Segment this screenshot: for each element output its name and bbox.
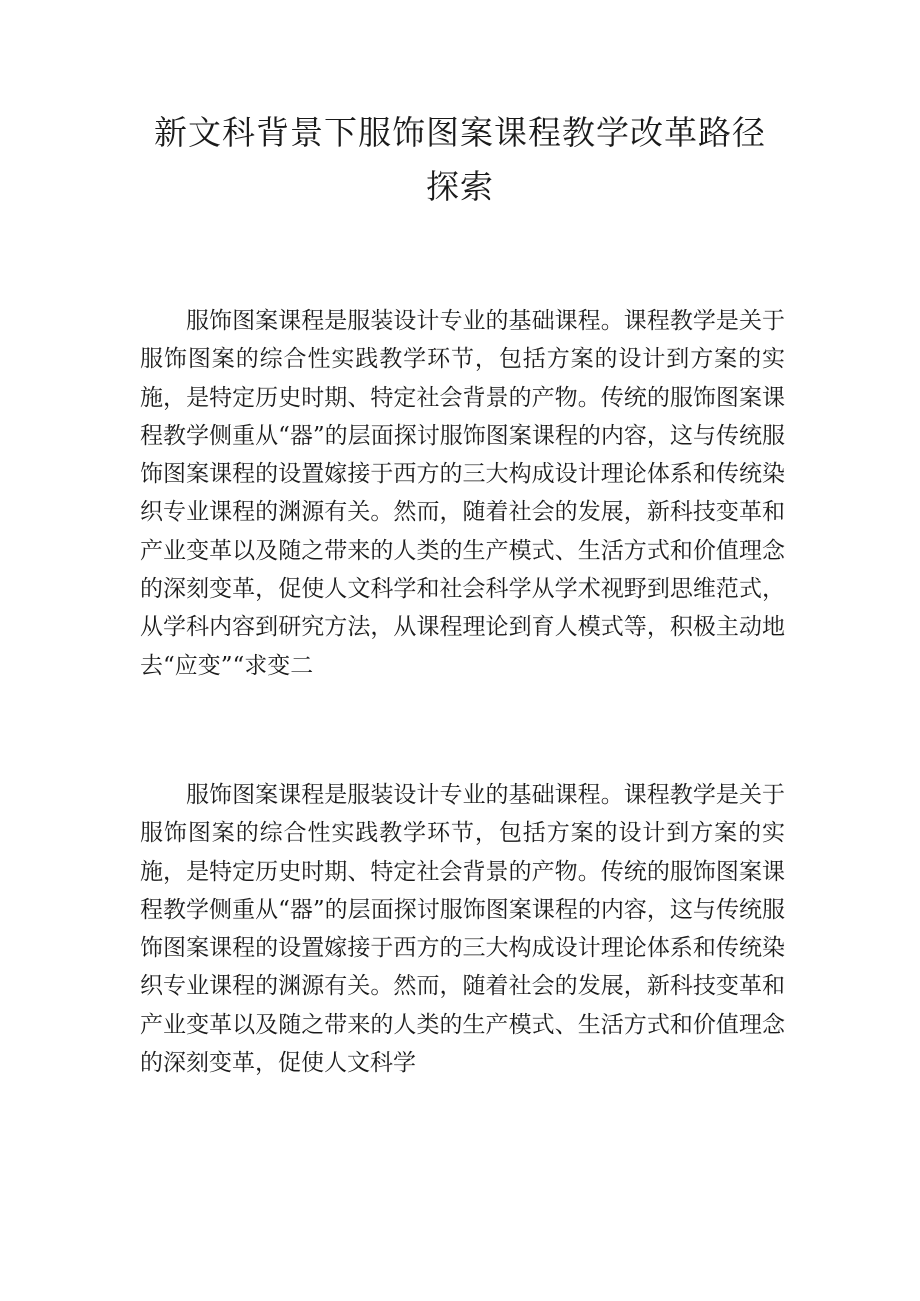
title-line-2: 探索 — [426, 167, 494, 206]
body-paragraph-2: 服饰图案课程是服装设计专业的基础课程。课程教学是关于服饰图案的综合性实践教学环节，包括方案的设计到方案的实施，是特定历史时期、特定社会背景的产物。传统的服饰图案课程教学侧重从“器”的层面探讨服饰图案课程的内容，这与传统服饰图案课程的设置嫁接于西方的三大构成设计理论体系和传统染织专业课程的渊源有关。然而，随着社会的发展，新科技变革和产业变革以及随之带来的人类的生产模式、生活方式和价值理念的深刻变革，促使人文科学 — [140, 782, 785, 1077]
body-paragraph-1: 服饰图案课程是服装设计专业的基础课程。课程教学是关于服饰图案的综合性实践教学环节，包括方案的设计到方案的实施，是特定历史时期、特定社会背景的产物。传统的服饰图案课程教学侧重从“器”的层面探讨服饰图案课程的内容，这与传统服饰图案课程的设置嫁接于西方的三大构成设计理论体系和传统染织专业课程的渊源有关。然而，随着社会的发展，新科技变革和产业变革以及随之带来的人类的生产模式、生活方式和价值理念的深刻变革，促使人文科学和社会科学从学术视野到思维范式，从学科内容到研究方法，从课程理论到育人模式等，积极主动地去“应变”“求变二 — [140, 308, 785, 679]
document-title — [140, 106, 780, 214]
title-line-1: 新文科背景下服饰图案课程教学改革路径 — [154, 113, 766, 152]
